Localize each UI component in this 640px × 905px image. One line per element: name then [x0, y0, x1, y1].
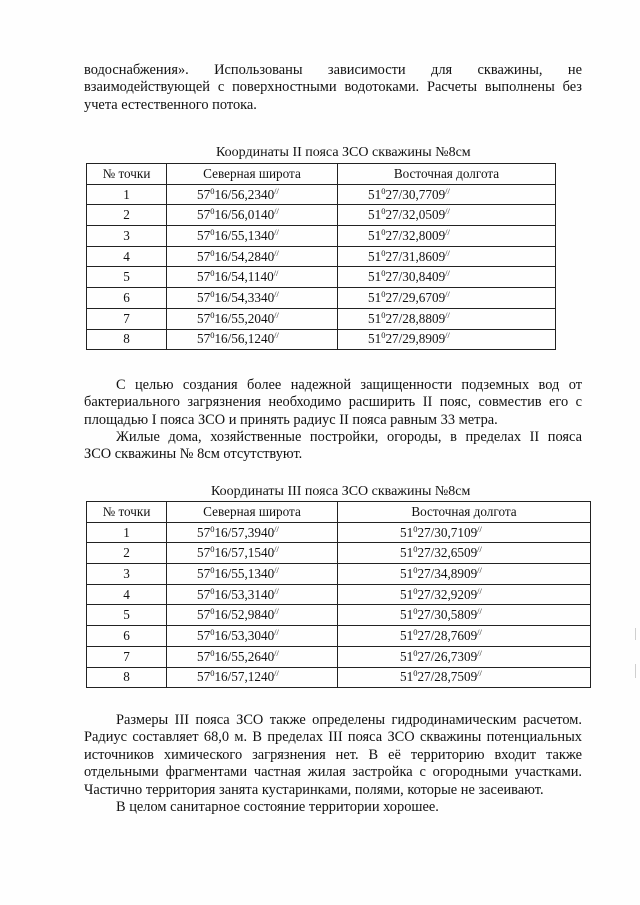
lat-degree-mark: 0 [210, 668, 215, 679]
lat-seconds: 57,1540 [231, 545, 275, 561]
lat-second-mark: // [274, 585, 279, 596]
lon-second-mark: // [445, 268, 450, 279]
lat-degrees: 57 [197, 310, 211, 326]
point-number-cell: 4 [87, 246, 167, 267]
lon-seconds: 30,5809 [434, 607, 478, 623]
point-number-cell: 4 [87, 584, 167, 605]
lon-seconds: 32,9209 [434, 586, 478, 602]
lat-minutes: 16 [214, 289, 228, 305]
longitude-cell [338, 646, 591, 667]
latitude-cell [167, 226, 338, 247]
lat-minutes: 16 [214, 248, 228, 264]
lat-degree-mark: 0 [210, 268, 215, 279]
lon-minutes: 27 [385, 289, 399, 305]
lon-minute-mark: / [398, 289, 403, 305]
table-row [87, 329, 556, 350]
lon-seconds: 26,7309 [434, 648, 478, 664]
lon-degree-mark: 0 [381, 206, 386, 217]
lat-seconds: 56,2340 [231, 186, 275, 202]
belt3-line-5: Частично территория занята кустаринками, полями, которые не засеивают. [84, 781, 544, 798]
lon-second-mark: // [445, 226, 450, 237]
lon-second-mark: // [445, 288, 450, 299]
point-number-cell: 1 [87, 522, 167, 543]
lat-minute-mark: / [227, 248, 232, 264]
lat-seconds: 52,9840 [231, 607, 275, 623]
lat-minute-mark: / [227, 207, 232, 223]
table2-header-lon: Восточная долгота [338, 164, 556, 185]
point-number-cell: 8 [87, 667, 167, 688]
lat-minute-mark: / [227, 627, 232, 643]
lon-degrees: 51 [400, 545, 414, 561]
longitude-cell [338, 605, 591, 626]
lat-minutes: 16 [214, 524, 228, 540]
lon-second-mark: // [477, 564, 482, 575]
lat-minute-mark: / [227, 524, 232, 540]
lat-minute-mark: / [227, 545, 232, 561]
lat-second-mark: // [274, 226, 279, 237]
belt2-p1-line-1: С целью создания более надежной защищенности подземных вод от [116, 377, 582, 393]
table-row [87, 522, 591, 543]
lon-minute-mark: / [398, 186, 403, 202]
lat-minutes: 16 [214, 669, 228, 685]
table-row [87, 205, 556, 226]
lat-minute-mark: / [227, 648, 232, 664]
lon-minute-mark: / [430, 648, 435, 664]
point-number-cell: 6 [87, 626, 167, 647]
latitude-cell [167, 205, 338, 226]
lat-minute-mark: / [227, 269, 232, 285]
lon-degree-mark: 0 [413, 606, 418, 617]
lat-degrees: 57 [197, 331, 211, 347]
lon-minutes: 27 [417, 648, 431, 664]
longitude-cell [338, 246, 556, 267]
lat-second-mark: // [274, 309, 279, 320]
point-number-cell: 2 [87, 205, 167, 226]
lat-seconds: 57,1240 [231, 669, 275, 685]
lon-second-mark: // [477, 523, 482, 534]
lon-minutes: 27 [385, 186, 399, 202]
table2-caption: Координаты II пояса ЗСО скважины №8см [216, 145, 471, 160]
lat-second-mark: // [274, 206, 279, 217]
lon-second-mark: // [477, 647, 482, 658]
table-row [87, 246, 556, 267]
lon-second-mark: // [477, 544, 482, 555]
table3-body [87, 522, 591, 688]
latitude-cell [167, 522, 338, 543]
lat-degrees: 57 [197, 269, 211, 285]
lat-degree-mark: 0 [210, 626, 215, 637]
lon-minutes: 27 [385, 269, 399, 285]
lat-minutes: 16 [214, 607, 228, 623]
table-row [87, 267, 556, 288]
lon-degrees: 51 [368, 289, 382, 305]
belt2-paragraph-2 [84, 429, 582, 464]
lon-minute-mark: / [430, 524, 435, 540]
lon-seconds: 30,7709 [402, 186, 446, 202]
latitude-cell [167, 605, 338, 626]
belt2-p2-line-1: Жилые дома, хозяйственные постройки, огороды, в пределах II пояса [116, 429, 582, 445]
latitude-cell [167, 288, 338, 309]
longitude-cell [338, 308, 556, 329]
lat-minute-mark: / [227, 565, 232, 581]
lat-minute-mark: / [227, 586, 232, 602]
table-row [87, 308, 556, 329]
lon-degrees: 51 [368, 331, 382, 347]
lat-seconds: 54,2840 [231, 248, 275, 264]
lat-minute-mark: / [227, 669, 232, 685]
lon-seconds: 28,7609 [434, 627, 478, 643]
latitude-cell [167, 564, 338, 585]
lon-minutes: 27 [385, 248, 399, 264]
lon-degree-mark: 0 [381, 226, 386, 237]
longitude-cell [338, 226, 556, 247]
lon-degrees: 51 [400, 607, 414, 623]
longitude-cell [338, 205, 556, 226]
lon-degree-mark: 0 [381, 185, 386, 196]
lat-degree-mark: 0 [210, 523, 215, 534]
table-row [87, 584, 591, 605]
belt2-paragraph-1 [84, 377, 582, 429]
lon-minute-mark: / [430, 586, 435, 602]
lat-minute-mark: / [227, 289, 232, 305]
lon-minute-mark: / [430, 565, 435, 581]
lat-degree-mark: 0 [210, 247, 215, 258]
lon-degrees: 51 [368, 248, 382, 264]
lon-minute-mark: / [398, 310, 403, 326]
longitude-cell [338, 543, 591, 564]
lon-second-mark: // [445, 206, 450, 217]
lat-seconds: 54,1140 [231, 269, 274, 285]
lat-minute-mark: / [227, 310, 232, 326]
lon-degrees: 51 [400, 669, 414, 685]
lon-seconds: 34,8909 [434, 565, 478, 581]
lat-second-mark: // [274, 288, 279, 299]
longitude-cell [338, 288, 556, 309]
lon-seconds: 32,6509 [434, 545, 478, 561]
lat-degrees: 57 [197, 207, 211, 223]
lon-seconds: 29,6709 [402, 289, 446, 305]
lon-degrees: 51 [368, 207, 382, 223]
lon-minutes: 27 [385, 207, 399, 223]
lon-degrees: 51 [400, 524, 414, 540]
point-number-cell: 7 [87, 646, 167, 667]
scan-edge-mark [635, 664, 636, 678]
lat-degree-mark: 0 [210, 288, 215, 299]
lon-minute-mark: / [430, 607, 435, 623]
lon-minute-mark: / [398, 248, 403, 264]
lat-degree-mark: 0 [210, 564, 215, 575]
latitude-cell [167, 543, 338, 564]
lon-degrees: 51 [368, 269, 382, 285]
latitude-cell [167, 184, 338, 205]
lon-minutes: 27 [417, 607, 431, 623]
table2-header-row [87, 164, 556, 185]
lon-minute-mark: / [430, 669, 435, 685]
lat-second-mark: // [274, 647, 279, 658]
lon-minutes: 27 [417, 565, 431, 581]
longitude-cell [338, 626, 591, 647]
table3-header-row [87, 502, 591, 523]
lon-second-mark: // [477, 606, 482, 617]
lon-degree-mark: 0 [413, 668, 418, 679]
point-number-cell: 1 [87, 184, 167, 205]
lat-second-mark: // [274, 606, 279, 617]
longitude-cell [338, 329, 556, 350]
belt3-paragraph [84, 712, 582, 816]
lat-degree-mark: 0 [210, 309, 215, 320]
longitude-cell [338, 267, 556, 288]
lon-second-mark: // [445, 247, 450, 258]
lat-second-mark: // [274, 668, 279, 679]
belt3-line-1: Размеры III пояса ЗСО также определены гидродинамическим расчетом. [116, 712, 582, 728]
lat-seconds: 53,3140 [231, 586, 275, 602]
lon-second-mark: // [445, 330, 450, 341]
table-row [87, 184, 556, 205]
table3-header-lon: Восточная долгота [338, 502, 591, 523]
table-row [87, 288, 556, 309]
point-number-cell: 7 [87, 308, 167, 329]
lon-minute-mark: / [398, 331, 403, 347]
lon-minutes: 27 [385, 331, 399, 347]
lat-minutes: 16 [214, 648, 228, 664]
lat-degrees: 57 [197, 648, 211, 664]
latitude-cell [167, 667, 338, 688]
table-row [87, 626, 591, 647]
lon-second-mark: // [477, 668, 482, 679]
lon-minute-mark: / [398, 207, 403, 223]
lon-second-mark: // [477, 585, 482, 596]
lat-degrees: 57 [197, 248, 211, 264]
lon-degree-mark: 0 [413, 564, 418, 575]
table2-body [87, 184, 556, 350]
lat-seconds: 55,1340 [231, 227, 275, 243]
latitude-cell [167, 584, 338, 605]
lat-degree-mark: 0 [210, 647, 215, 658]
lat-seconds: 56,1240 [231, 331, 275, 347]
intro-paragraph [84, 62, 582, 114]
lon-seconds: 31,8609 [402, 248, 446, 264]
lon-minute-mark: / [398, 269, 403, 285]
lon-seconds: 32,8009 [402, 227, 446, 243]
lon-degree-mark: 0 [413, 523, 418, 534]
lat-minutes: 16 [214, 310, 228, 326]
belt3-line-3: источников химического загрязнения нет. В её территорию входит также [84, 746, 582, 763]
latitude-cell [167, 329, 338, 350]
point-number-cell: 2 [87, 543, 167, 564]
lon-second-mark: // [477, 626, 482, 637]
lon-degree-mark: 0 [381, 247, 386, 258]
lat-second-mark: // [274, 523, 279, 534]
lon-degrees: 51 [400, 565, 414, 581]
point-number-cell: 5 [87, 605, 167, 626]
lon-degrees: 51 [368, 186, 382, 202]
lat-degrees: 57 [197, 524, 211, 540]
lat-seconds: 55,1340 [231, 565, 275, 581]
lat-degrees: 57 [197, 186, 211, 202]
lon-degrees: 51 [400, 586, 414, 602]
lat-seconds: 54,3340 [231, 289, 275, 305]
lat-minutes: 16 [214, 227, 228, 243]
lat-degrees: 57 [197, 545, 211, 561]
table-row [87, 543, 591, 564]
table-row [87, 667, 591, 688]
lat-degrees: 57 [197, 627, 211, 643]
lon-minutes: 27 [385, 227, 399, 243]
lon-degree-mark: 0 [413, 647, 418, 658]
lon-degree-mark: 0 [413, 544, 418, 555]
lat-minute-mark: / [227, 186, 232, 202]
belt3-line-4: отдельными фрагментами частная жилая застройка с огородными участками. [84, 764, 582, 781]
lat-degrees: 57 [197, 607, 211, 623]
lon-seconds: 28,8809 [402, 310, 446, 326]
lat-second-mark: // [274, 544, 279, 555]
lat-minutes: 16 [214, 331, 228, 347]
latitude-cell [167, 308, 338, 329]
lon-minutes: 27 [385, 310, 399, 326]
lon-minute-mark: / [430, 545, 435, 561]
table-row [87, 564, 591, 585]
lon-seconds: 30,8409 [402, 269, 446, 285]
latitude-cell [167, 267, 338, 288]
lon-seconds: 32,0509 [402, 207, 446, 223]
belt3-line-2: Радиус составляет 68,0 м. В пределах III пояса ЗСО скважины потенциальных [84, 729, 582, 746]
lat-minutes: 16 [214, 627, 228, 643]
lat-minutes: 16 [214, 269, 228, 285]
lat-minutes: 16 [214, 586, 228, 602]
longitude-cell [338, 667, 591, 688]
lat-minutes: 16 [214, 207, 228, 223]
belt3-line-6: В целом санитарное состояние территории хорошее. [116, 799, 439, 816]
lat-degrees: 57 [197, 669, 211, 685]
latitude-cell [167, 246, 338, 267]
lon-minutes: 27 [417, 524, 431, 540]
point-number-cell: 6 [87, 288, 167, 309]
latitude-cell [167, 626, 338, 647]
lat-degree-mark: 0 [210, 606, 215, 617]
lat-degrees: 57 [197, 227, 211, 243]
table2-header-num: № точки [87, 164, 167, 185]
belt2-p1-line-2: бактериального загрязнения необходимо расширить II пояс, совместив его с [84, 394, 582, 411]
lon-second-mark: // [445, 309, 450, 320]
longitude-cell [338, 184, 556, 205]
point-number-cell: 8 [87, 329, 167, 350]
intro-line-3: учета естественного потока. [84, 96, 257, 113]
table2-coordinates [86, 163, 556, 350]
point-number-cell: 3 [87, 226, 167, 247]
latitude-cell [167, 646, 338, 667]
lat-second-mark: // [274, 564, 279, 575]
lon-minutes: 27 [417, 627, 431, 643]
lon-degrees: 51 [400, 648, 414, 664]
lon-degrees: 51 [368, 227, 382, 243]
lon-degrees: 51 [400, 627, 414, 643]
lat-seconds: 57,3940 [231, 524, 275, 540]
lon-minute-mark: / [398, 227, 403, 243]
belt2-p2-line-2: ЗСО скважины № 8см отсутствуют. [84, 446, 303, 463]
lat-degrees: 57 [197, 289, 211, 305]
lon-seconds: 29,8909 [402, 331, 446, 347]
table3-caption: Координаты III пояса ЗСО скважины №8см [211, 484, 471, 499]
lon-minutes: 27 [417, 545, 431, 561]
lat-degree-mark: 0 [210, 206, 215, 217]
lat-degree-mark: 0 [210, 185, 215, 196]
lon-degree-mark: 0 [381, 268, 386, 279]
point-number-cell: 5 [87, 267, 167, 288]
lat-minutes: 16 [214, 565, 228, 581]
lat-second-mark: // [274, 330, 279, 341]
scan-edge-mark [635, 628, 636, 640]
lon-seconds: 30,7109 [434, 524, 478, 540]
table3-coordinates [86, 501, 591, 688]
lon-minutes: 27 [417, 669, 431, 685]
table3-header-lat: Северная широта [167, 502, 338, 523]
lat-minutes: 16 [214, 186, 228, 202]
point-number-cell: 3 [87, 564, 167, 585]
lat-degree-mark: 0 [210, 585, 215, 596]
table-row [87, 646, 591, 667]
lat-minute-mark: / [227, 607, 232, 623]
intro-line-1: водоснабжения». Использованы зависимости для скважины, не [84, 62, 582, 78]
belt2-p1-line-3: площадью I пояса ЗСО и принять радиус II пояса равным 33 метра. [84, 411, 498, 428]
lat-degree-mark: 0 [210, 330, 215, 341]
lat-degrees: 57 [197, 565, 211, 581]
table2-header-lat: Северная широта [167, 164, 338, 185]
longitude-cell [338, 564, 591, 585]
table-row [87, 226, 556, 247]
lat-second-mark: // [274, 185, 279, 196]
lat-second-mark: // [273, 268, 279, 279]
lon-degree-mark: 0 [381, 330, 386, 341]
lon-second-mark: // [445, 185, 450, 196]
lat-seconds: 56,0140 [231, 207, 275, 223]
lat-minutes: 16 [214, 545, 228, 561]
table-row [87, 605, 591, 626]
lon-degree-mark: 0 [381, 309, 386, 320]
lon-minutes: 27 [417, 586, 431, 602]
table3-header-num: № точки [87, 502, 167, 523]
lon-seconds: 28,7509 [434, 669, 478, 685]
lat-seconds: 53,3040 [231, 627, 275, 643]
lat-seconds: 55,2040 [231, 310, 275, 326]
lat-minute-mark: / [227, 227, 232, 243]
lon-minute-mark: / [430, 627, 435, 643]
intro-line-2: взаимодействующей с поверхностными водотоками. Расчеты выполнены без [84, 79, 582, 96]
lon-degree-mark: 0 [413, 585, 418, 596]
lat-second-mark: // [274, 247, 279, 258]
lon-degrees: 51 [368, 310, 382, 326]
longitude-cell [338, 522, 591, 543]
lon-degree-mark: 0 [381, 288, 386, 299]
longitude-cell [338, 584, 591, 605]
lat-degrees: 57 [197, 586, 211, 602]
lat-seconds: 55,2640 [231, 648, 275, 664]
lat-minute-mark: / [227, 331, 232, 347]
lat-degree-mark: 0 [210, 544, 215, 555]
lat-degree-mark: 0 [210, 226, 215, 237]
lon-degree-mark: 0 [413, 626, 418, 637]
lat-second-mark: // [274, 626, 279, 637]
